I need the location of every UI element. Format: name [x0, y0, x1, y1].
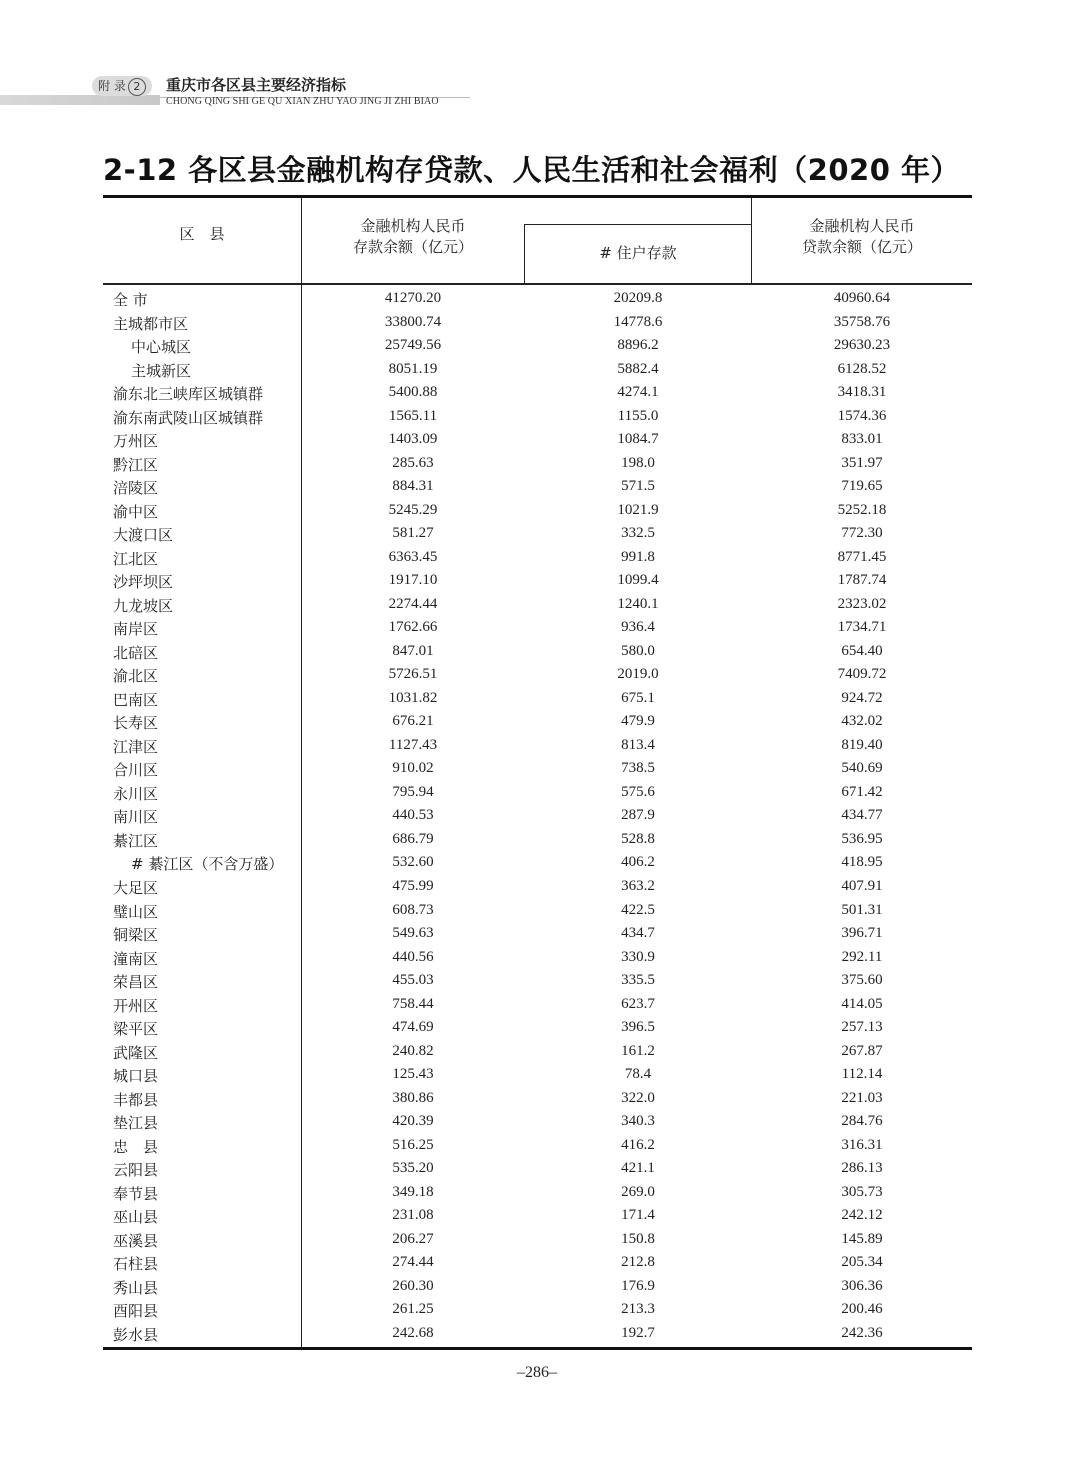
household-deposits-value: 176.9	[621, 1278, 655, 1294]
loans-value: 434.77	[841, 807, 883, 823]
row-name: 奉节县	[113, 1185, 159, 1203]
loans-value: 221.03	[841, 1090, 883, 1106]
row-name: 梁平区	[113, 1020, 159, 1038]
deposits-value: 535.20	[392, 1160, 434, 1176]
row-name: 綦江区	[113, 832, 159, 850]
subheader-rule	[524, 224, 751, 225]
section-title: 重庆市各区县主要经济指标	[166, 76, 347, 94]
table-top-rule	[103, 195, 972, 198]
header-loans	[752, 216, 972, 258]
loans-value: 145.89	[841, 1231, 883, 1247]
deposits-value: 758.44	[392, 996, 434, 1012]
household-deposits-value: 434.7	[621, 925, 655, 941]
loans-value: 6128.52	[837, 361, 887, 377]
household-deposits-value: 1084.7	[617, 431, 659, 447]
loans-value: 292.11	[841, 949, 883, 965]
deposits-value: 242.68	[392, 1325, 434, 1341]
household-deposits-value: 161.2	[621, 1043, 655, 1059]
loans-value: 306.36	[841, 1278, 883, 1294]
loans-value: 40960.64	[833, 290, 891, 306]
deposits-value: 455.03	[392, 972, 434, 988]
loans-value: 286.13	[841, 1160, 883, 1176]
household-deposits-value: 421.1	[621, 1160, 655, 1176]
loans-value: 671.42	[841, 784, 883, 800]
row-name: 大渡口区	[113, 526, 174, 544]
appendix-number: 2	[128, 78, 146, 96]
household-deposits-value: 78.4	[624, 1066, 652, 1082]
household-deposits-value: 213.3	[621, 1301, 655, 1317]
row-name: 铜梁区	[113, 926, 159, 944]
loans-value: 205.34	[841, 1254, 883, 1270]
loans-value: 267.87	[841, 1043, 883, 1059]
loans-value: 1574.36	[837, 408, 887, 424]
deposits-value: 33800.74	[384, 314, 442, 330]
row-name: 渝中区	[113, 503, 159, 521]
deposits-value: 516.25	[392, 1137, 434, 1153]
row-name: 涪陵区	[113, 479, 159, 497]
deposits-value: 5726.51	[388, 666, 438, 682]
deposits-value: 549.63	[392, 925, 434, 941]
household-deposits-value: 14778.6	[613, 314, 663, 330]
row-name: 渝东南武陵山区城镇群	[113, 409, 264, 427]
header-loans-line2: 贷款余额（亿元）	[801, 238, 922, 256]
loans-value: 242.36	[841, 1325, 883, 1341]
household-deposits-value: 1155.0	[617, 408, 659, 424]
deposits-value: 1565.11	[388, 408, 438, 424]
section-pinyin: CHONG QING SHI GE QU XIAN ZHU YAO JING JI ZHI BIAO	[166, 96, 439, 107]
deposits-value: 41270.20	[384, 290, 442, 306]
page-number: –286–	[517, 1364, 557, 1381]
household-deposits-value: 406.2	[621, 854, 655, 870]
row-name: 石柱县	[113, 1255, 159, 1273]
header-household-deposits: # 住户存款	[599, 244, 677, 262]
deposits-value: 420.39	[392, 1113, 434, 1129]
row-name: 渝北区	[113, 667, 159, 685]
row-name: 巫山县	[113, 1208, 159, 1226]
household-deposits-value: 340.3	[621, 1113, 655, 1129]
household-deposits-value: 813.4	[621, 737, 655, 753]
loans-value: 1787.74	[837, 572, 887, 588]
household-deposits-value: 1240.1	[617, 596, 659, 612]
row-name: 黔江区	[113, 456, 159, 474]
row-name: 潼南区	[113, 950, 159, 968]
household-deposits-value: 5882.4	[617, 361, 659, 377]
loans-value: 3418.31	[837, 384, 887, 400]
row-name: 江津区	[113, 738, 159, 756]
deposits-value: 5245.29	[388, 502, 438, 518]
deposits-value: 231.08	[392, 1207, 434, 1223]
household-deposits-value: 171.4	[621, 1207, 655, 1223]
deposits-value: 1403.09	[388, 431, 438, 447]
loans-value: 396.71	[841, 925, 883, 941]
header-band	[0, 95, 160, 105]
household-deposits-value: 575.6	[621, 784, 655, 800]
loans-value: 284.76	[841, 1113, 883, 1129]
appendix-label: 附 录	[98, 79, 126, 93]
row-name: 北碚区	[113, 644, 159, 662]
loans-value: 316.31	[841, 1137, 883, 1153]
row-name: 秀山县	[113, 1279, 159, 1297]
header-district: 区 县	[179, 225, 225, 243]
deposits-value: 608.73	[392, 902, 434, 918]
loans-value: 35758.76	[833, 314, 891, 330]
household-deposits-value: 580.0	[621, 643, 655, 659]
loans-value: 819.40	[841, 737, 883, 753]
row-name: 南岸区	[113, 620, 159, 638]
loans-value: 540.69	[841, 760, 883, 776]
deposits-value: 25749.56	[384, 337, 442, 353]
loans-value: 305.73	[841, 1184, 883, 1200]
row-name: 九龙坡区	[113, 597, 174, 615]
deposits-value: 475.99	[392, 878, 434, 894]
row-name: 巴南区	[113, 691, 159, 709]
deposits-value: 261.25	[392, 1301, 434, 1317]
loans-value: 1734.71	[837, 619, 887, 635]
loans-value: 29630.23	[833, 337, 891, 353]
household-deposits-value: 571.5	[621, 478, 655, 494]
loans-value: 375.60	[841, 972, 883, 988]
row-name: 合川区	[113, 761, 159, 779]
row-name: 主城新区	[131, 362, 192, 380]
appendix-badge	[92, 76, 152, 96]
deposits-value: 5400.88	[388, 384, 438, 400]
row-name: 开州区	[113, 997, 159, 1015]
row-name: 彭水县	[113, 1326, 159, 1344]
deposits-value: 285.63	[392, 455, 434, 471]
household-deposits-value: 528.8	[621, 831, 655, 847]
household-deposits-value: 322.0	[621, 1090, 655, 1106]
row-name: 中心城区	[131, 338, 192, 356]
row-name: 武隆区	[113, 1044, 159, 1062]
row-name: 南川区	[113, 808, 159, 826]
loans-value: 200.46	[841, 1301, 883, 1317]
loans-value: 833.01	[841, 431, 883, 447]
loans-value: 257.13	[841, 1019, 883, 1035]
loans-value: 654.40	[841, 643, 883, 659]
loans-value: 501.31	[841, 902, 883, 918]
row-name: # 綦江区（不含万盛）	[131, 855, 284, 873]
deposits-value: 1917.10	[388, 572, 438, 588]
row-name: 江北区	[113, 550, 159, 568]
row-name: 永川区	[113, 785, 159, 803]
loans-value: 112.14	[841, 1066, 883, 1082]
loans-value: 536.95	[841, 831, 883, 847]
deposits-value: 581.27	[392, 525, 434, 541]
household-deposits-value: 738.5	[621, 760, 655, 776]
loans-value: 418.95	[841, 854, 883, 870]
household-deposits-value: 479.9	[621, 713, 655, 729]
household-deposits-value: 416.2	[621, 1137, 655, 1153]
household-deposits-value: 363.2	[621, 878, 655, 894]
deposits-value: 1031.82	[388, 690, 438, 706]
deposits-value: 8051.19	[388, 361, 438, 377]
household-deposits-value: 8896.2	[617, 337, 659, 353]
household-deposits-value: 936.4	[621, 619, 655, 635]
deposits-value: 440.56	[392, 949, 434, 965]
deposits-value: 440.53	[392, 807, 434, 823]
row-name: 酉阳县	[113, 1302, 159, 1320]
deposits-value: 274.44	[392, 1254, 434, 1270]
household-deposits-value: 396.5	[621, 1019, 655, 1035]
loans-value: 414.05	[841, 996, 883, 1012]
deposits-value: 1127.43	[388, 737, 438, 753]
row-name: 璧山区	[113, 903, 159, 921]
loans-value: 242.12	[841, 1207, 883, 1223]
deposits-value: 847.01	[392, 643, 434, 659]
deposits-value: 206.27	[392, 1231, 434, 1247]
deposits-value: 260.30	[392, 1278, 434, 1294]
household-deposits-value: 192.7	[621, 1325, 655, 1341]
deposits-value: 2274.44	[388, 596, 438, 612]
loans-value: 407.91	[841, 878, 883, 894]
deposits-value: 1762.66	[388, 619, 438, 635]
deposits-value: 349.18	[392, 1184, 434, 1200]
header-deposits-line2: 存款余额（亿元）	[352, 238, 473, 256]
deposits-value: 125.43	[392, 1066, 434, 1082]
household-deposits-value: 422.5	[621, 902, 655, 918]
household-deposits-value: 150.8	[621, 1231, 655, 1247]
household-deposits-value: 269.0	[621, 1184, 655, 1200]
deposits-value: 686.79	[392, 831, 434, 847]
loans-value: 2323.02	[837, 596, 887, 612]
loans-value: 7409.72	[837, 666, 887, 682]
deposits-value: 474.69	[392, 1019, 434, 1035]
page-title: 2-12 各区县金融机构存贷款、人民生活和社会福利（2020 年）	[103, 153, 960, 187]
deposits-value: 795.94	[392, 784, 434, 800]
household-deposits-value: 1099.4	[617, 572, 659, 588]
row-name: 城口县	[113, 1067, 159, 1085]
household-deposits-value: 330.9	[621, 949, 655, 965]
row-name: 沙坪坝区	[113, 573, 174, 591]
row-name: 荣昌区	[113, 973, 159, 991]
row-name: 长寿区	[113, 714, 159, 732]
household-deposits-value: 1021.9	[617, 502, 659, 518]
row-name: 丰都县	[113, 1091, 159, 1109]
loans-value: 432.02	[841, 713, 883, 729]
deposits-value: 532.60	[392, 854, 434, 870]
deposits-value: 6363.45	[388, 549, 438, 565]
row-name: 渝东北三峡库区城镇群	[113, 385, 264, 403]
deposits-value: 380.86	[392, 1090, 434, 1106]
household-deposits-value: 623.7	[621, 996, 655, 1012]
loans-value: 351.97	[841, 455, 883, 471]
household-deposits-value: 2019.0	[617, 666, 659, 682]
header-deposits	[302, 216, 524, 258]
table-bottom-rule	[103, 1347, 972, 1350]
loans-value: 924.72	[841, 690, 883, 706]
household-deposits-value: 287.9	[621, 807, 655, 823]
household-deposits-value: 198.0	[621, 455, 655, 471]
row-name: 主城都市区	[113, 315, 189, 333]
header-loans-line1: 金融机构人民币	[809, 217, 915, 235]
household-deposits-value: 212.8	[621, 1254, 655, 1270]
deposits-value: 910.02	[392, 760, 434, 776]
loans-value: 8771.45	[837, 549, 887, 565]
household-deposits-value: 991.8	[621, 549, 655, 565]
row-name: 全 市	[113, 291, 148, 309]
row-name: 大足区	[113, 879, 159, 897]
loans-value: 719.65	[841, 478, 883, 494]
deposits-value: 676.21	[392, 713, 434, 729]
deposits-value: 884.31	[392, 478, 434, 494]
deposits-value: 240.82	[392, 1043, 434, 1059]
header-deposits-line1: 金融机构人民币	[360, 217, 466, 235]
loans-value: 772.30	[841, 525, 883, 541]
row-name: 忠 县	[113, 1138, 159, 1156]
household-deposits-value: 675.1	[621, 690, 655, 706]
loans-value: 5252.18	[837, 502, 887, 518]
row-name: 巫溪县	[113, 1232, 159, 1250]
row-name: 万州区	[113, 432, 159, 450]
household-deposits-value: 20209.8	[613, 290, 663, 306]
household-deposits-value: 4274.1	[617, 384, 659, 400]
header-bottom-rule	[103, 283, 972, 285]
row-name: 云阳县	[113, 1161, 159, 1179]
household-deposits-value: 332.5	[621, 525, 655, 541]
row-name: 垫江县	[113, 1114, 159, 1132]
household-deposits-value: 335.5	[621, 972, 655, 988]
